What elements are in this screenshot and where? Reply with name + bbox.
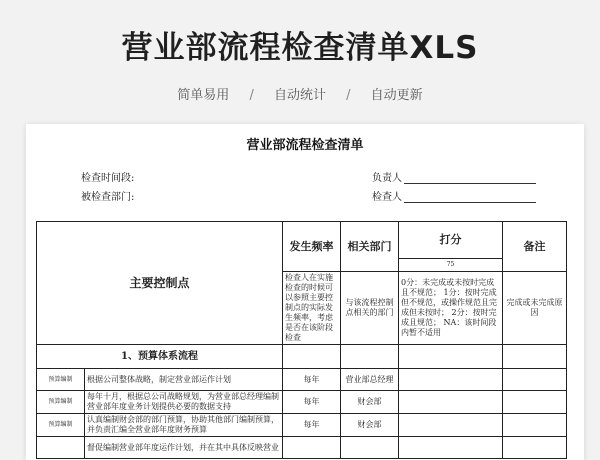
row-dept: 营业部总经理 [341, 369, 399, 391]
document-title: 营业部流程检查清单 [246, 138, 364, 153]
row-frequency: 每年 [283, 369, 341, 391]
row-description: 根据公司整体战略，制定营业部运作计划 [85, 369, 283, 391]
header-frequency: 发生频率 [283, 222, 341, 272]
row-dept [341, 437, 399, 459]
row-dept: 财会部 [341, 414, 399, 437]
inspector-line [404, 192, 536, 203]
inspector-label: 检查人 [372, 192, 402, 203]
related-dept-description: 与该流程控制点相关的部门 [341, 272, 399, 345]
feature-item: 自动统计 [273, 88, 326, 103]
header-score: 打分 [399, 222, 503, 259]
owner-line [404, 173, 536, 184]
feature-separator: / [249, 88, 254, 103]
row-tag: 预算编制 [37, 391, 85, 414]
feature-separator: / [346, 88, 351, 103]
spreadsheet-preview [26, 124, 584, 460]
row-description: 每年十月，根据总公司战略规划，为营业部总经理编制营业部年度业务计划提供必要的数据支持 [85, 391, 283, 414]
row-tag: 预算编制 [37, 414, 85, 437]
row-description: 督促编制营业部年度运作计划，并在其中具体反映营业 [85, 437, 283, 459]
header-related-dept: 相关部门 [341, 222, 399, 272]
row-frequency: 每年 [283, 391, 341, 414]
owner-field [372, 169, 536, 184]
checklist-table [36, 221, 567, 459]
score-description: 0分：未完成或未按时完成且不规范； 1分：按时完成但不规范，或操作规范且完成但未按时； 2分：按时完成且规范； NA：该时间段内暂不适用 [399, 272, 503, 345]
check-period-label: 检查时间段: [81, 173, 135, 184]
owner-label: 负责人 [372, 173, 402, 184]
inspector-field [372, 188, 536, 203]
section-title: 1、预算体系流程 [37, 345, 283, 369]
table-row [37, 437, 567, 459]
row-description: 认真编制财会部的部门预算，协助其他部门编制预算，并负责汇编全营业部年度财务预算 [85, 414, 283, 437]
remark-description: 完成或未完成原因 [503, 272, 567, 345]
row-tag [37, 437, 85, 459]
banner-title: 营业部流程检查清单XLS [121, 30, 479, 66]
table-row [37, 369, 567, 391]
row-frequency [283, 437, 341, 459]
row-tag: 预算编制 [37, 369, 85, 391]
feature-item: 简单易用 [177, 88, 230, 103]
score-total: 75 [399, 259, 503, 272]
header-main-points: 主要控制点 [37, 222, 283, 345]
row-dept: 财会部 [341, 391, 399, 414]
header-remark: 备注 [503, 222, 567, 272]
feature-item: 自动更新 [370, 88, 423, 103]
frequency-description: 检查人在实施检查的时候可以参照主要控制点的实际发生频率，考虑是否在该阶段检查 [283, 272, 341, 345]
row-frequency: 每年 [283, 414, 341, 437]
feature-list [0, 84, 600, 103]
table-row [37, 391, 567, 414]
table-row [37, 414, 567, 437]
checked-dept-label: 被检查部门: [81, 192, 135, 203]
